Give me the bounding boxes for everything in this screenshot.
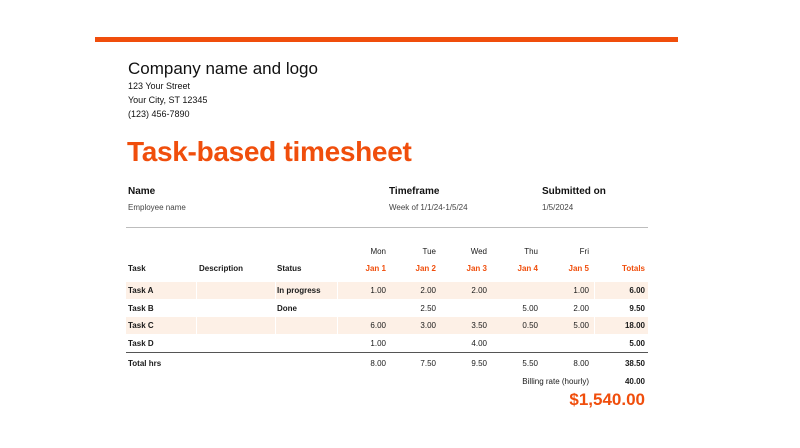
- table-cell: 3.50: [471, 321, 487, 330]
- table-cell: 3.00: [420, 321, 436, 330]
- table-cell: 5.00: [573, 321, 589, 330]
- total-cell: 8.00: [573, 359, 589, 368]
- column-header-task: Task: [128, 264, 146, 273]
- table-cell: 1.00: [370, 339, 386, 348]
- table-cell: 2.00: [573, 304, 589, 313]
- task-name: Task D: [128, 339, 154, 348]
- name-value: Employee name: [128, 203, 186, 212]
- total-cell: 38.50: [624, 359, 645, 368]
- table-cell: 18.00: [624, 321, 645, 330]
- column-header-totals: Totals: [622, 264, 645, 273]
- timeframe-value: Week of 1/1/24-1/5/24: [389, 203, 468, 212]
- table-cell: 4.00: [471, 339, 487, 348]
- total-cell: 5.50: [522, 359, 538, 368]
- grid-line: [275, 282, 276, 299]
- totals-divider: [126, 352, 648, 353]
- company-name: Company name and logo: [128, 59, 318, 78]
- billing-rate-value: 40.00: [624, 377, 645, 386]
- name-label: Name: [128, 186, 156, 197]
- table-cell: In progress: [277, 286, 321, 295]
- table-cell: 5.00: [629, 339, 645, 348]
- submitted-value: 1/5/2024: [542, 203, 574, 212]
- billing-rate-label: Billing rate (hourly): [522, 377, 589, 386]
- table-cell: 9.50: [629, 304, 645, 313]
- day-label: Thu: [524, 247, 538, 256]
- city-address: Your City, ST 12345: [128, 95, 208, 105]
- table-cell: 1.00: [573, 286, 589, 295]
- table-cell: Done: [277, 304, 297, 313]
- total-hours-label: Total hrs: [128, 359, 162, 368]
- day-label: Fri: [579, 247, 589, 256]
- table-cell: 2.00: [420, 286, 436, 295]
- column-header-jan-3: Jan 3: [466, 264, 487, 273]
- task-name: Task A: [128, 286, 154, 295]
- column-header-jan-2: Jan 2: [415, 264, 436, 273]
- task-name: Task B: [128, 304, 154, 313]
- timeframe-label: Timeframe: [389, 186, 440, 197]
- table-cell: 0.50: [522, 321, 538, 330]
- total-cell: 9.50: [471, 359, 487, 368]
- meta-divider: [126, 227, 648, 228]
- column-header-description: Description: [199, 264, 244, 273]
- grand-total: $1,540.00: [569, 390, 645, 409]
- table-cell: 6.00: [629, 286, 645, 295]
- page-title: Task-based timesheet: [127, 136, 412, 167]
- accent-bar: [95, 37, 678, 42]
- day-label: Mon: [370, 247, 386, 256]
- column-header-status: Status: [277, 264, 302, 273]
- day-label: Wed: [470, 247, 487, 256]
- table-cell: 2.50: [420, 304, 436, 313]
- phone-number: (123) 456-7890: [128, 109, 190, 119]
- table-cell: 5.00: [522, 304, 538, 313]
- column-header-jan-5: Jan 5: [568, 264, 589, 273]
- street-address: 123 Your Street: [128, 81, 191, 91]
- day-label: Tue: [422, 247, 436, 256]
- table-cell: 2.00: [471, 286, 487, 295]
- column-header-jan-1: Jan 1: [365, 264, 386, 273]
- total-cell: 8.00: [370, 359, 386, 368]
- table-cell: 6.00: [370, 321, 386, 330]
- submitted-label: Submitted on: [542, 186, 606, 197]
- grid-line: [275, 317, 276, 334]
- grid-line: [196, 282, 197, 299]
- column-header-jan-4: Jan 4: [517, 264, 538, 273]
- grid-line: [196, 317, 197, 334]
- table-cell: 1.00: [370, 286, 386, 295]
- task-name: Task C: [128, 321, 154, 330]
- total-cell: 7.50: [420, 359, 436, 368]
